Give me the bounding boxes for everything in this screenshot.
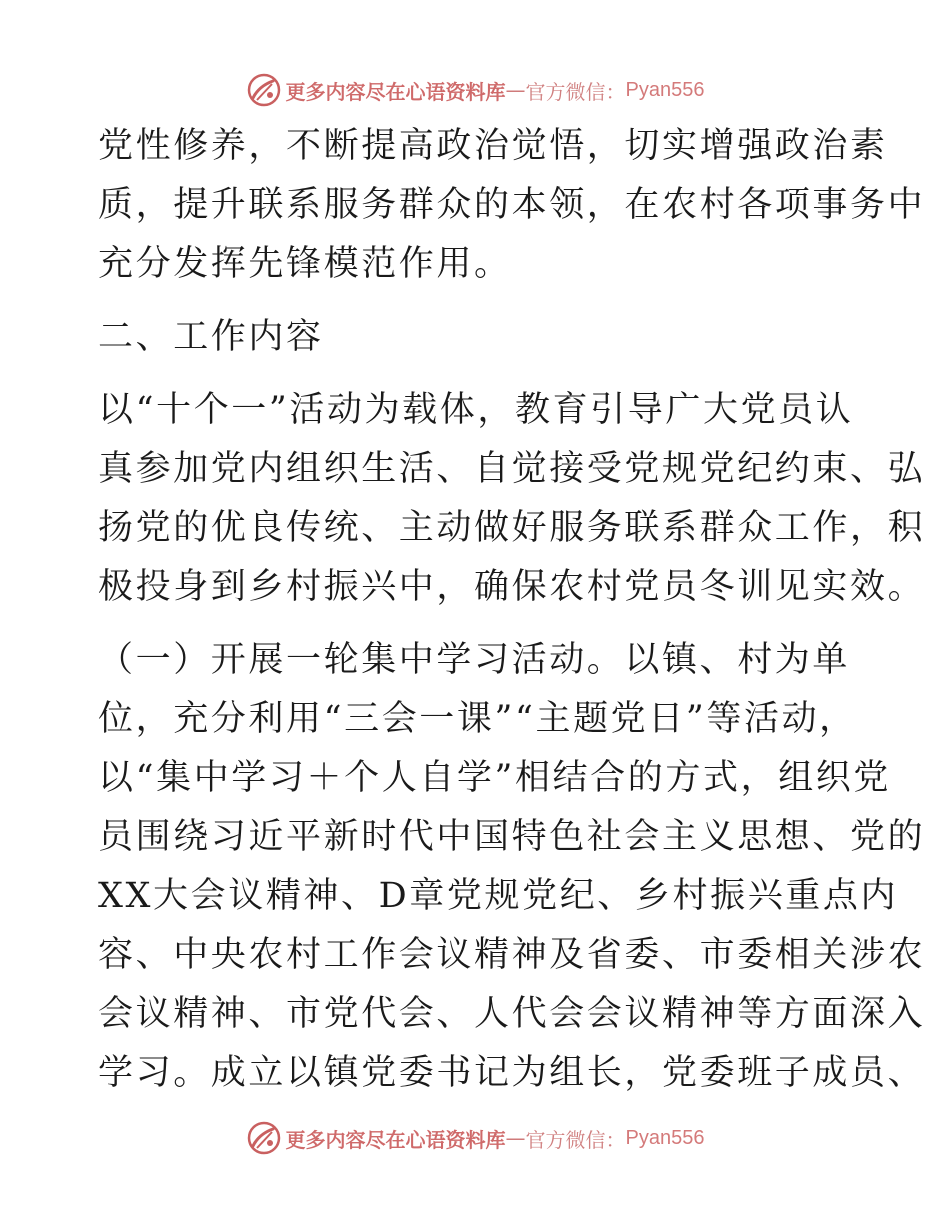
body-line: 党性修养，不断提高政治觉悟，切实增强政治素	[98, 126, 888, 166]
body-line: 以“十个一”活动为载体，教育引导广大党员认	[98, 390, 854, 430]
body-line: 扬党的优良传统、主动做好服务联系群众工作，积	[98, 508, 926, 548]
body-line: 质，提升联系服务群众的本领，在农村各项事务中	[98, 185, 926, 225]
body-line: 真参加党内组织生活、自觉接受党规党纪约束、弘	[98, 449, 926, 489]
body-line: 极投身到乡村振兴中，确保农村党员冬训见实效。	[98, 567, 926, 607]
body-line: 员围绕习近平新时代中国特色社会主义思想、党的	[98, 817, 926, 857]
watermark-wechat-label: 官方微信：	[525, 1127, 626, 1152]
header-watermark	[0, 70, 950, 110]
brand-logo-icon	[246, 1120, 282, 1156]
body-line: 学习。成立以镇党委书记为组长，党委班子成员、	[98, 1053, 926, 1093]
watermark-wechat-label: 官方微信：	[525, 79, 626, 104]
body-line: XX大会议精神、D章党规党纪、乡村振兴重点内	[98, 876, 899, 916]
section-heading: 二、工作内容	[98, 317, 324, 357]
body-line: 充分发挥先锋模范作用。	[98, 244, 512, 284]
body-line: 会议精神、市党代会、人代会会议精神等方面深入	[98, 994, 926, 1034]
body-line: 以“集中学习＋个人自学”相结合的方式，组织党	[98, 758, 891, 798]
body-line: 位，充分利用“三会一课”“主题党日”等活动，	[98, 699, 857, 739]
watermark-separator: —	[505, 78, 526, 102]
body-line: 容、中央农村工作会议精神及省委、市委相关涉农	[98, 935, 926, 975]
footer-watermark	[0, 1118, 950, 1158]
watermark-wechat-id: Pyan556	[625, 78, 705, 101]
watermark-text: 更多内容尽在心语资料库	[285, 79, 506, 104]
brand-logo-icon	[246, 72, 282, 108]
subsection-line: （一）开展一轮集中学习活动。以镇、村为单	[98, 640, 851, 680]
watermark-wechat-id: Pyan556	[625, 1126, 705, 1149]
watermark-text: 更多内容尽在心语资料库	[285, 1127, 506, 1152]
watermark-separator: —	[505, 1126, 526, 1150]
